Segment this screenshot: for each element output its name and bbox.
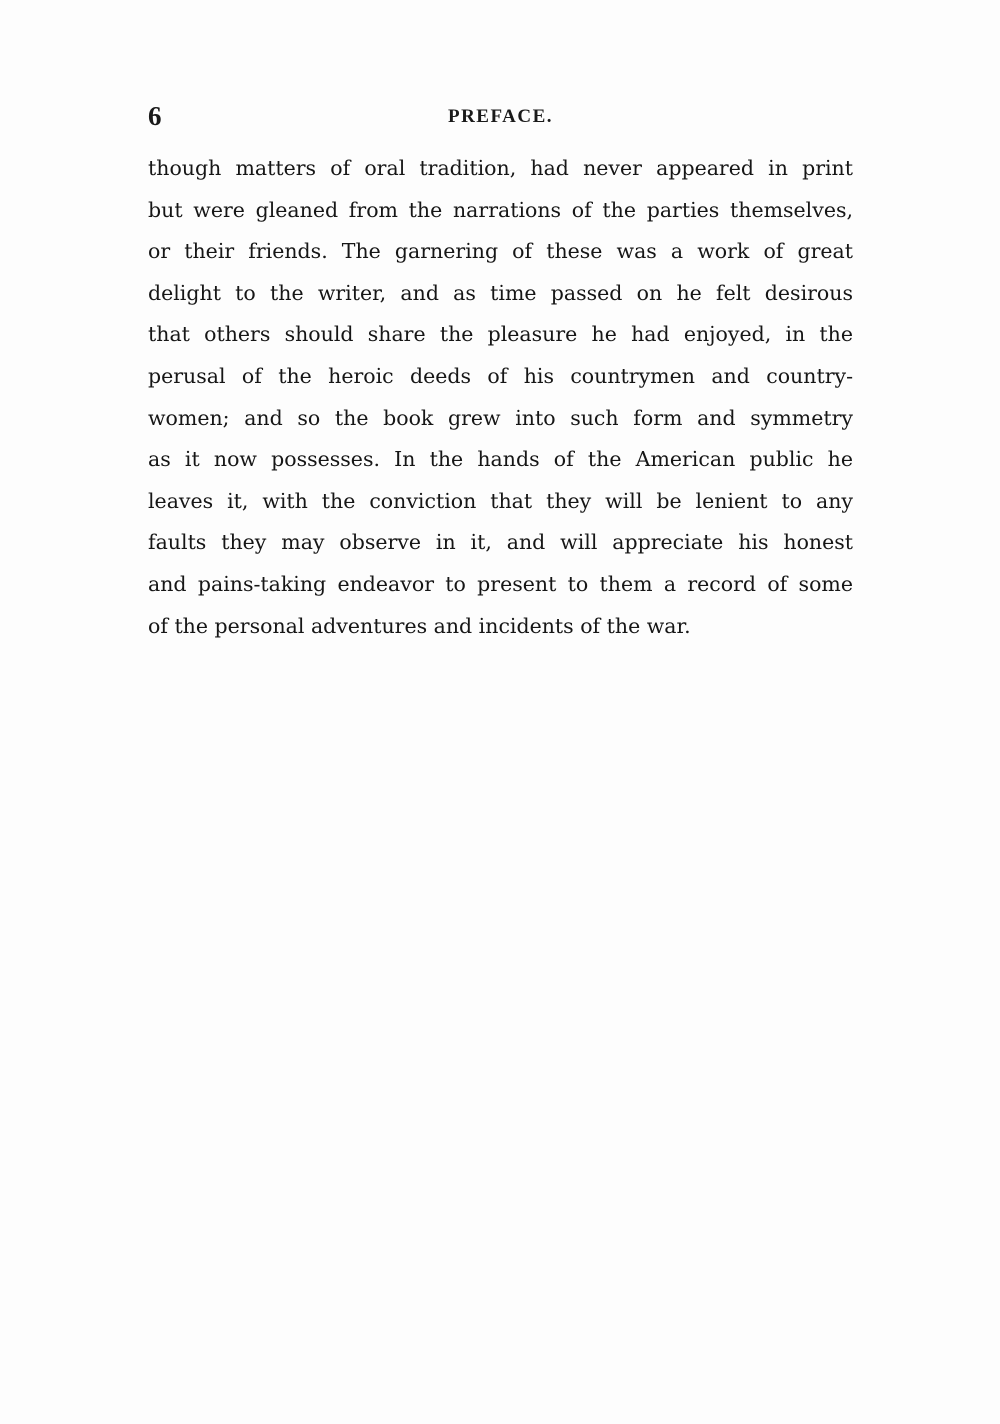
running-title: PREFACE. <box>447 106 554 127</box>
text-line: though matters of oral tradition, had never appeared in print <box>148 156 853 180</box>
text-line: as it now possesses. In the hands of the American public he <box>148 447 853 472</box>
page-number: 6 <box>148 101 162 131</box>
text-line: of the personal adventures and incidents of the war. <box>148 613 691 638</box>
text-line: and pains-taking endeavor to present to them a record of some <box>148 571 853 596</box>
running-head <box>148 98 853 138</box>
text-line: leaves it, with the conviction that they will be lenient to any <box>148 488 853 513</box>
text-line: faults they may observe in it, and will appreciate his honest <box>148 530 853 555</box>
text-line: perusal of the heroic deeds of his countrymen and country- <box>148 363 853 388</box>
text-line: but were gleaned from the narrations of the parties themselves, <box>148 197 853 222</box>
preface-paragraph <box>148 148 853 647</box>
text-line: women; and so the book grew into such form and symmetry <box>148 405 853 430</box>
text-line: or their friends. The garnering of these was a work of great <box>148 239 853 264</box>
text-line: that others should share the pleasure he had enjoyed, in the <box>148 322 853 347</box>
text-line: delight to the writer, and as time passed on he felt desirous <box>148 280 853 305</box>
